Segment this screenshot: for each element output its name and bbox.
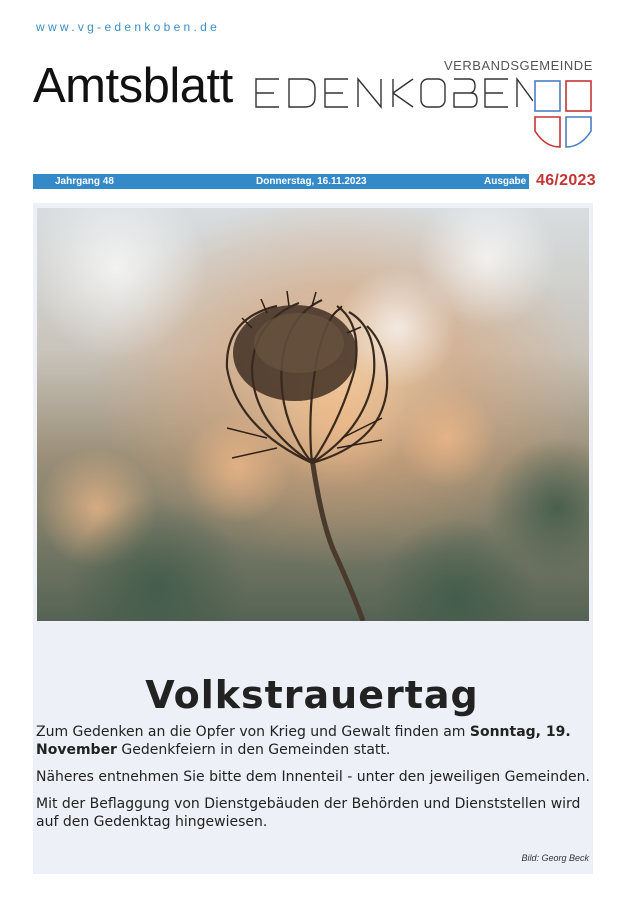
coat-of-arms-logo <box>533 79 593 151</box>
headline <box>0 668 625 720</box>
issue-date: Donnerstag, 16.11.2023 <box>256 176 367 187</box>
article-body <box>36 723 592 840</box>
photo-credit: Bild: Georg Beck <box>521 853 589 863</box>
masthead-title: Amtsblatt <box>33 59 233 113</box>
issue-number: 46/2023 <box>536 172 596 189</box>
paragraph-1: Zum Gedenken an die Opfer von Krieg und Gewalt finden am Sonntag, 19. November Gedenkfeiern in den Gemeinden statt. <box>36 724 571 758</box>
info-bar <box>33 174 529 189</box>
website-url[interactable]: www.vg-edenkoben.de <box>36 20 221 34</box>
issue-label: Ausgabe <box>484 176 527 187</box>
volume-label: Jahrgang 48 <box>55 176 114 187</box>
cover-photo <box>37 208 589 621</box>
paragraph-3: Mit der Beflaggung von Dienstgebäuden der Behörden und Dienststellen wird auf den Gedenktag hingewiesen. <box>36 796 581 830</box>
org-label: VERBANDSGEMEINDE <box>444 58 593 73</box>
paragraph-2: Näheres entnehmen Sie bitte dem Innenteil - unter den jeweiligen Gemeinden. <box>36 769 590 785</box>
edenkoben-wordmark <box>253 73 533 113</box>
headline-text: Volkstrauertag <box>145 673 479 717</box>
